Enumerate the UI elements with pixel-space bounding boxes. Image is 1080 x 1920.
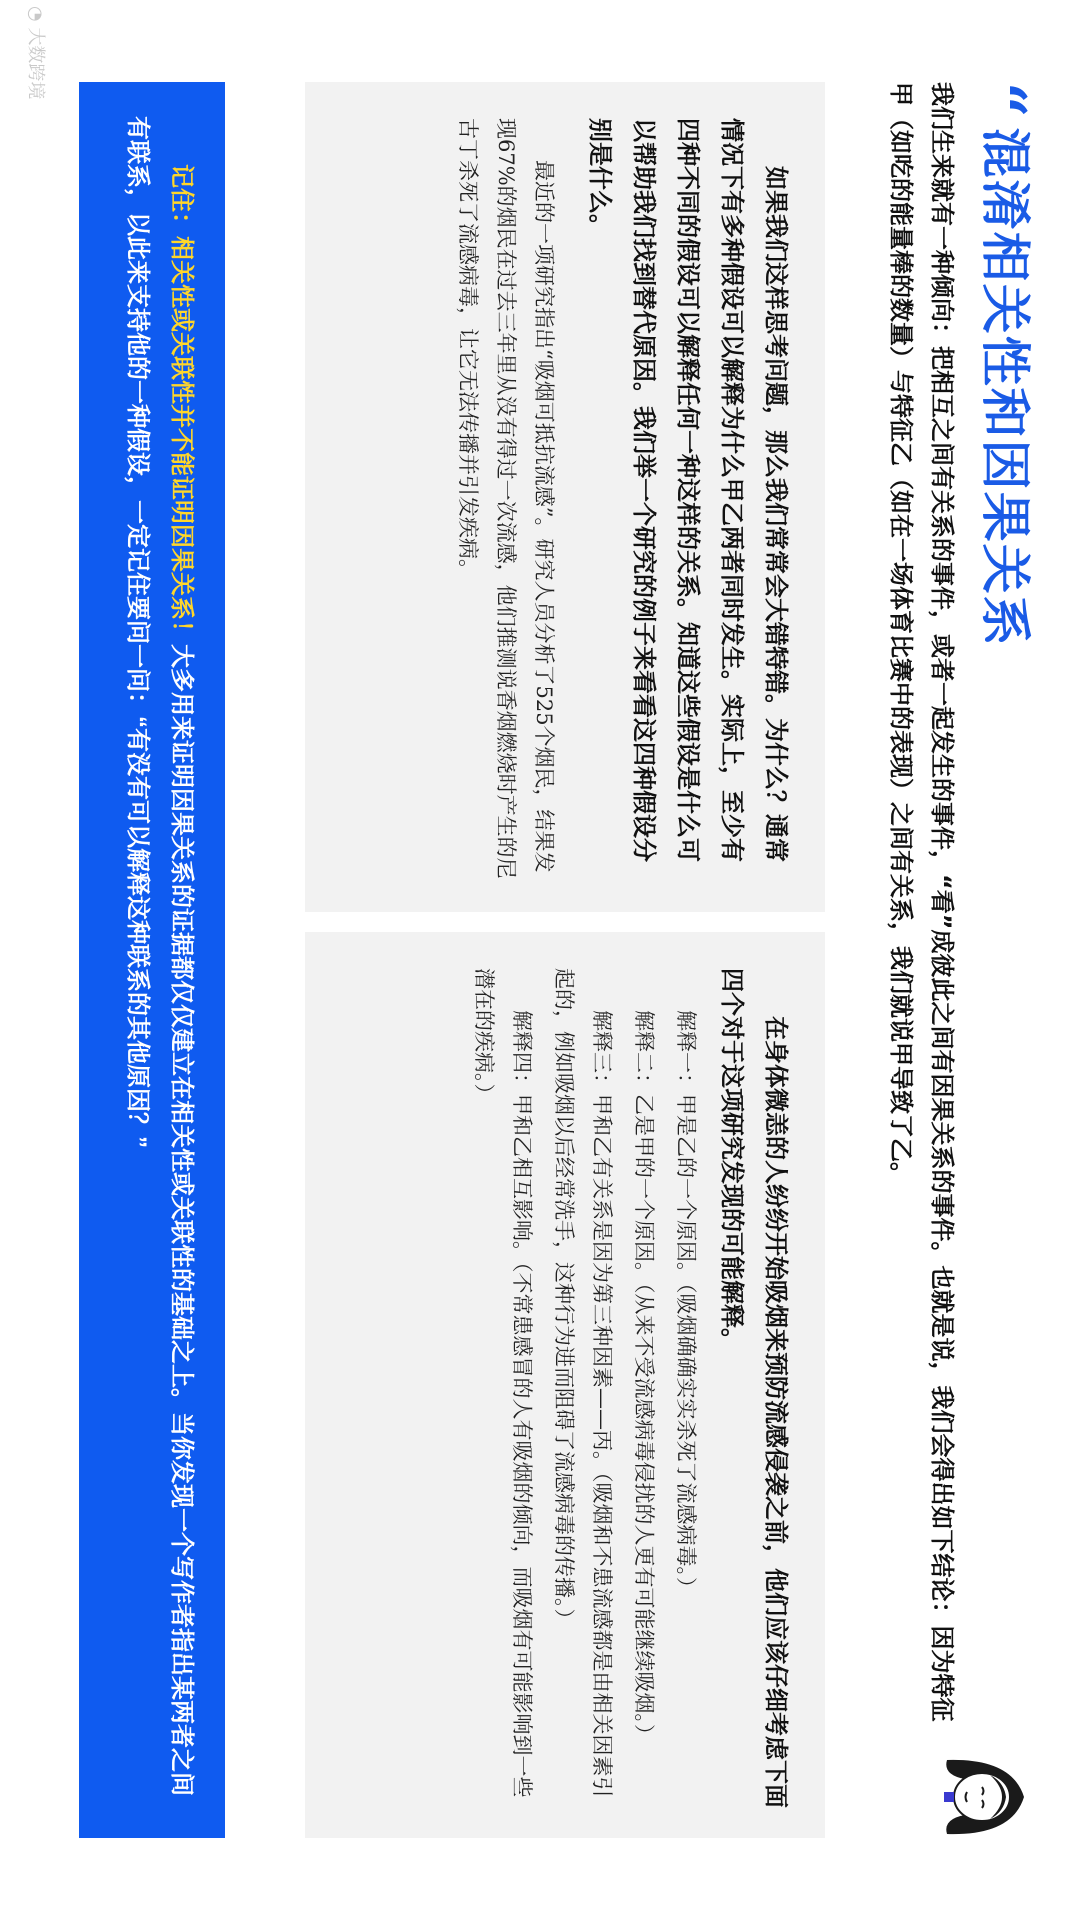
intro-emphasis-2: 成彼此之间有因果关系的事件。: [928, 929, 956, 1266]
right-panel-paragraph: 在身体微恙的人纷纷开始吸烟来预防流感侵袭之前，他们应该仔细考虑下面四个对于这项研究发现的可能解释。: [718, 968, 789, 1808]
left-panel-paragraph: 如果我们这样思考问题，那么我们常常会大错特错。为什么？通常情况下有多种假设可以解释为什么甲乙两者同时发生。实际上，至少有四种不同的假设可以解释任何一种这样的关系。知道这些假设是什么可以帮助我们找到替代原因。我们举一个研究的例子来看看这四种假设分别是什么。: [586, 118, 789, 862]
title-row: [967, 82, 1044, 648]
explanation-2: 解释二：乙是甲的一个原因。（从来不受流感病毒侵扰的人更有可能继续吸烟。）: [632, 1010, 656, 1745]
explanation-3: 解释三：甲和乙有关系是因为第三种因素——丙。（吸烟和不患流感都是由相关因素引起的，例如吸烟以后经常洗手，这种行为进而阻碍了流感病毒的传播。）: [552, 968, 614, 1798]
intro-paragraph: [880, 82, 962, 1722]
left-panel: [305, 82, 825, 912]
watermark-text: 大数跨境: [25, 27, 46, 100]
logo-icon: ◔: [25, 6, 46, 28]
quote-mark-icon: “: [967, 82, 1040, 118]
intro-emphasis-quote: “看”: [928, 874, 956, 930]
intro-text-1: 我们生来就有一种倾向：: [928, 82, 956, 346]
reminder-text-block: [115, 116, 203, 1804]
reminder-highlight: 记住：相关性或关联性并不能证明因果关系！: [168, 164, 195, 644]
right-panel: [305, 932, 825, 1838]
page-title: 混淆相关性和因果关系: [976, 127, 1034, 648]
reminder-text: 大多用来证明因果关系的证据都仅仅建立在相关性或关联性的基础之上。当你发现一个写作者指出某两者之间有联系，以此来支持他的一种假设，一定记住要问一问：“有没有可以解释这种联系的其他原因？”: [124, 116, 195, 1796]
intro-text-2: 也就是说，我们会得出如下结论：因为特征甲（如吃的能量棒的数量）与特征乙（如在一场体育比赛中的表现）之间有关系，我们就说甲导致了乙。: [887, 82, 956, 1722]
explanation-1: 解释一：甲是乙的一个原因。（吸烟确确实实杀死了流感病毒。）: [674, 1010, 698, 1598]
explanation-4: 解释四：甲和乙相互影响。（不常患感冒的人有吸烟的倾向，而吸烟有可能影响到一些潜在的疾病。）: [472, 968, 534, 1798]
reminder-banner: [79, 82, 225, 1838]
watermark: [24, 6, 50, 99]
avatar-illustration: [932, 1742, 1042, 1852]
study-example-paragraph: 最近的一项研究指出“吸烟可抵抗流感”。研究人员分析了525个烟民，结果发现67%的烟民在过去三年里从没有得过一次流感，他们推测说香烟燃烧时产生的尼古丁杀死了流感病毒，让它无法传播并引发疾病。: [456, 118, 556, 879]
intro-emphasis-1: 把相互之间有关系的事件，或者一起发生的事件，: [928, 346, 956, 874]
